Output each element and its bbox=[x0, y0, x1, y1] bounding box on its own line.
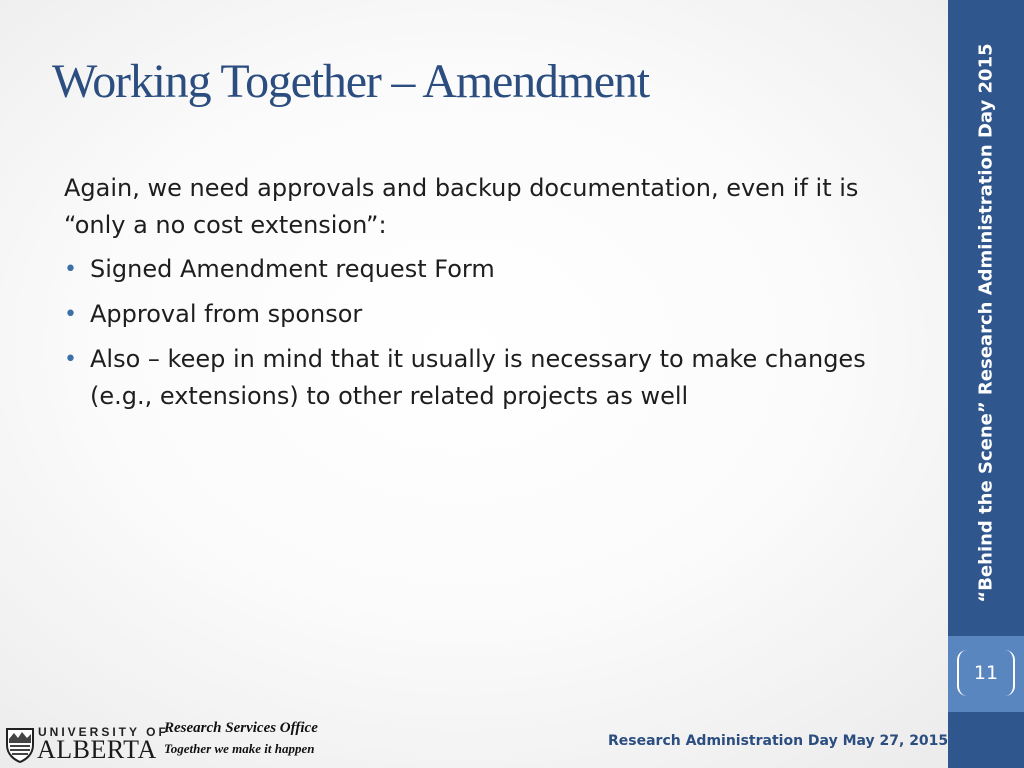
bullet-text: Also – keep in mind that it usually is necessary to make changes (e.g., extensions) to other related projects as well bbox=[90, 345, 866, 410]
bullet-list bbox=[64, 251, 914, 415]
bullet-icon: • bbox=[64, 257, 77, 282]
bullet-item bbox=[64, 296, 914, 333]
page-number: 11 bbox=[973, 662, 999, 684]
slide-title: Working Together – Amendment bbox=[52, 55, 649, 108]
bullet-item bbox=[64, 251, 914, 288]
bullet-text: Approval from sponsor bbox=[90, 300, 363, 328]
bullet-text: Signed Amendment request Form bbox=[90, 255, 495, 283]
page-number-badge bbox=[957, 650, 1015, 696]
university-name: ALBERTA bbox=[37, 735, 157, 764]
slide-body bbox=[64, 170, 914, 423]
bullet-item bbox=[64, 341, 914, 415]
office-name: Research Services Office bbox=[164, 720, 318, 736]
bullet-icon: • bbox=[64, 302, 77, 327]
sidebar-vertical-title: “Behind the Scene” Research Administration Day 2015 bbox=[975, 43, 997, 603]
office-tagline: Together we make it happen bbox=[164, 741, 315, 756]
university-logo bbox=[5, 723, 169, 765]
university-label: UNIVERSITY OF bbox=[38, 725, 169, 739]
crest-icon bbox=[5, 727, 35, 763]
bullet-icon: • bbox=[64, 347, 77, 372]
intro-paragraph: Again, we need approvals and backup documentation, even if it is “only a no cost extension”: bbox=[64, 174, 859, 239]
footer-event-date: Research Administration Day May 27, 2015 bbox=[608, 733, 949, 749]
